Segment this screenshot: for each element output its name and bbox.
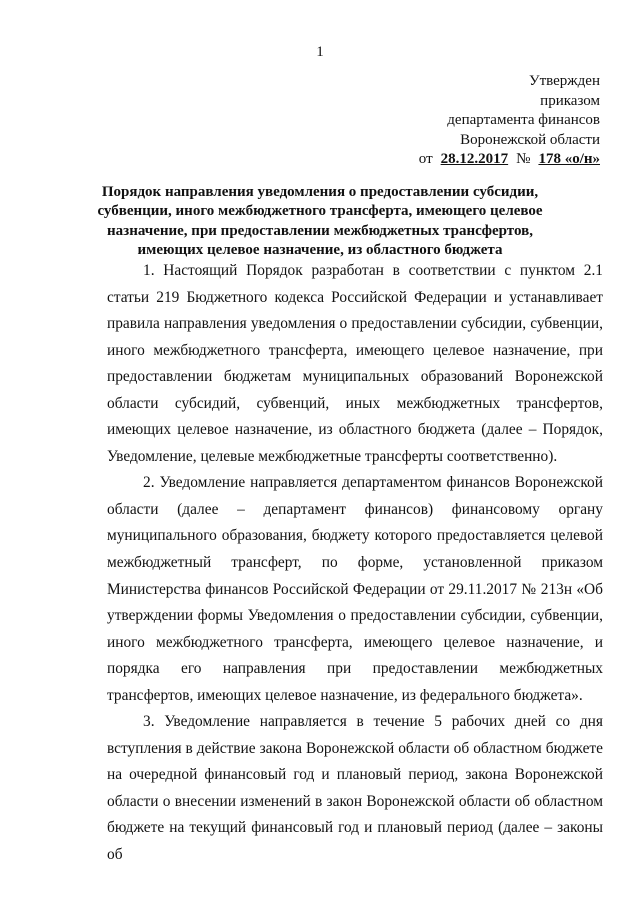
approval-date-line xyxy=(419,150,600,170)
approval-date: 28.12.2017 xyxy=(440,151,509,167)
approval-number: 178 «о/н» xyxy=(538,151,600,167)
approval-line-1: Утвержден xyxy=(528,73,600,89)
document-title: Порядок направления уведомления о предоставлении субсидии, субвенции, иного межбюджетного трансферта, имеющего целевое назначение, при предоставлении межбюджетных трансфертов, имеющих целевое назначение, из областного бюджета xyxy=(97,184,543,258)
approval-block xyxy=(419,72,600,170)
approval-line-2: приказом xyxy=(540,92,600,109)
document-body xyxy=(107,258,603,869)
paragraph-2: 2. Уведомление направляется департаментом финансов Воронежской области (далее – департамент финансов) финансовому органу муниципального образования, бюджету которого предоставляется целевой межбюджетный трансферт, по форме, установленной приказом Министерства финансов Российской Федерации от 29.11.2017 № 213н «Об утверждении формы Уведомления о предоставлении субсидии, субвенции, иного межбюджетного трансферта, имеющего целевое назначение, и порядка его направления при предоставлении межбюджетных трансфертов, имеющих целевое назначение, из федерального бюджета». xyxy=(107,474,603,704)
page-number: 1 xyxy=(316,44,324,60)
approval-line-3: департамента финансов xyxy=(447,112,600,128)
date-prefix: от xyxy=(418,151,433,167)
number-prefix: № xyxy=(516,151,531,167)
approval-line-4: Воронежской области xyxy=(460,131,600,148)
paragraph-1: 1. Настоящий Порядок разработан в соответствии с пунктом 2.1 статьи 219 Бюджетного кодекса Российской Федерации и устанавливает правила направления уведомления о предоставлении субсидии, субвенции, иного межбюджетного трансферта, имеющего целевое назначение, при предоставлении бюджетам муниципальных образований Воронежской области субсидий, субвенций, иных межбюджетных трансфертов, имеющих целевое назначение, из областного бюджета (далее – Порядок, Уведомление, целевые межбюджетные трансферты соответственно). xyxy=(107,262,603,465)
paragraph-3: 3. Уведомление направляется в течение 5 рабочих дней со дня вступления в действие закона Воронежской области об областном бюджете на очередной финансовый год и плановый период, закона Воронежской области о внесении изменений в закон Воронежской области об областном бюджете на текущий финансовый год и плановый период (далее – законы об xyxy=(107,713,603,864)
